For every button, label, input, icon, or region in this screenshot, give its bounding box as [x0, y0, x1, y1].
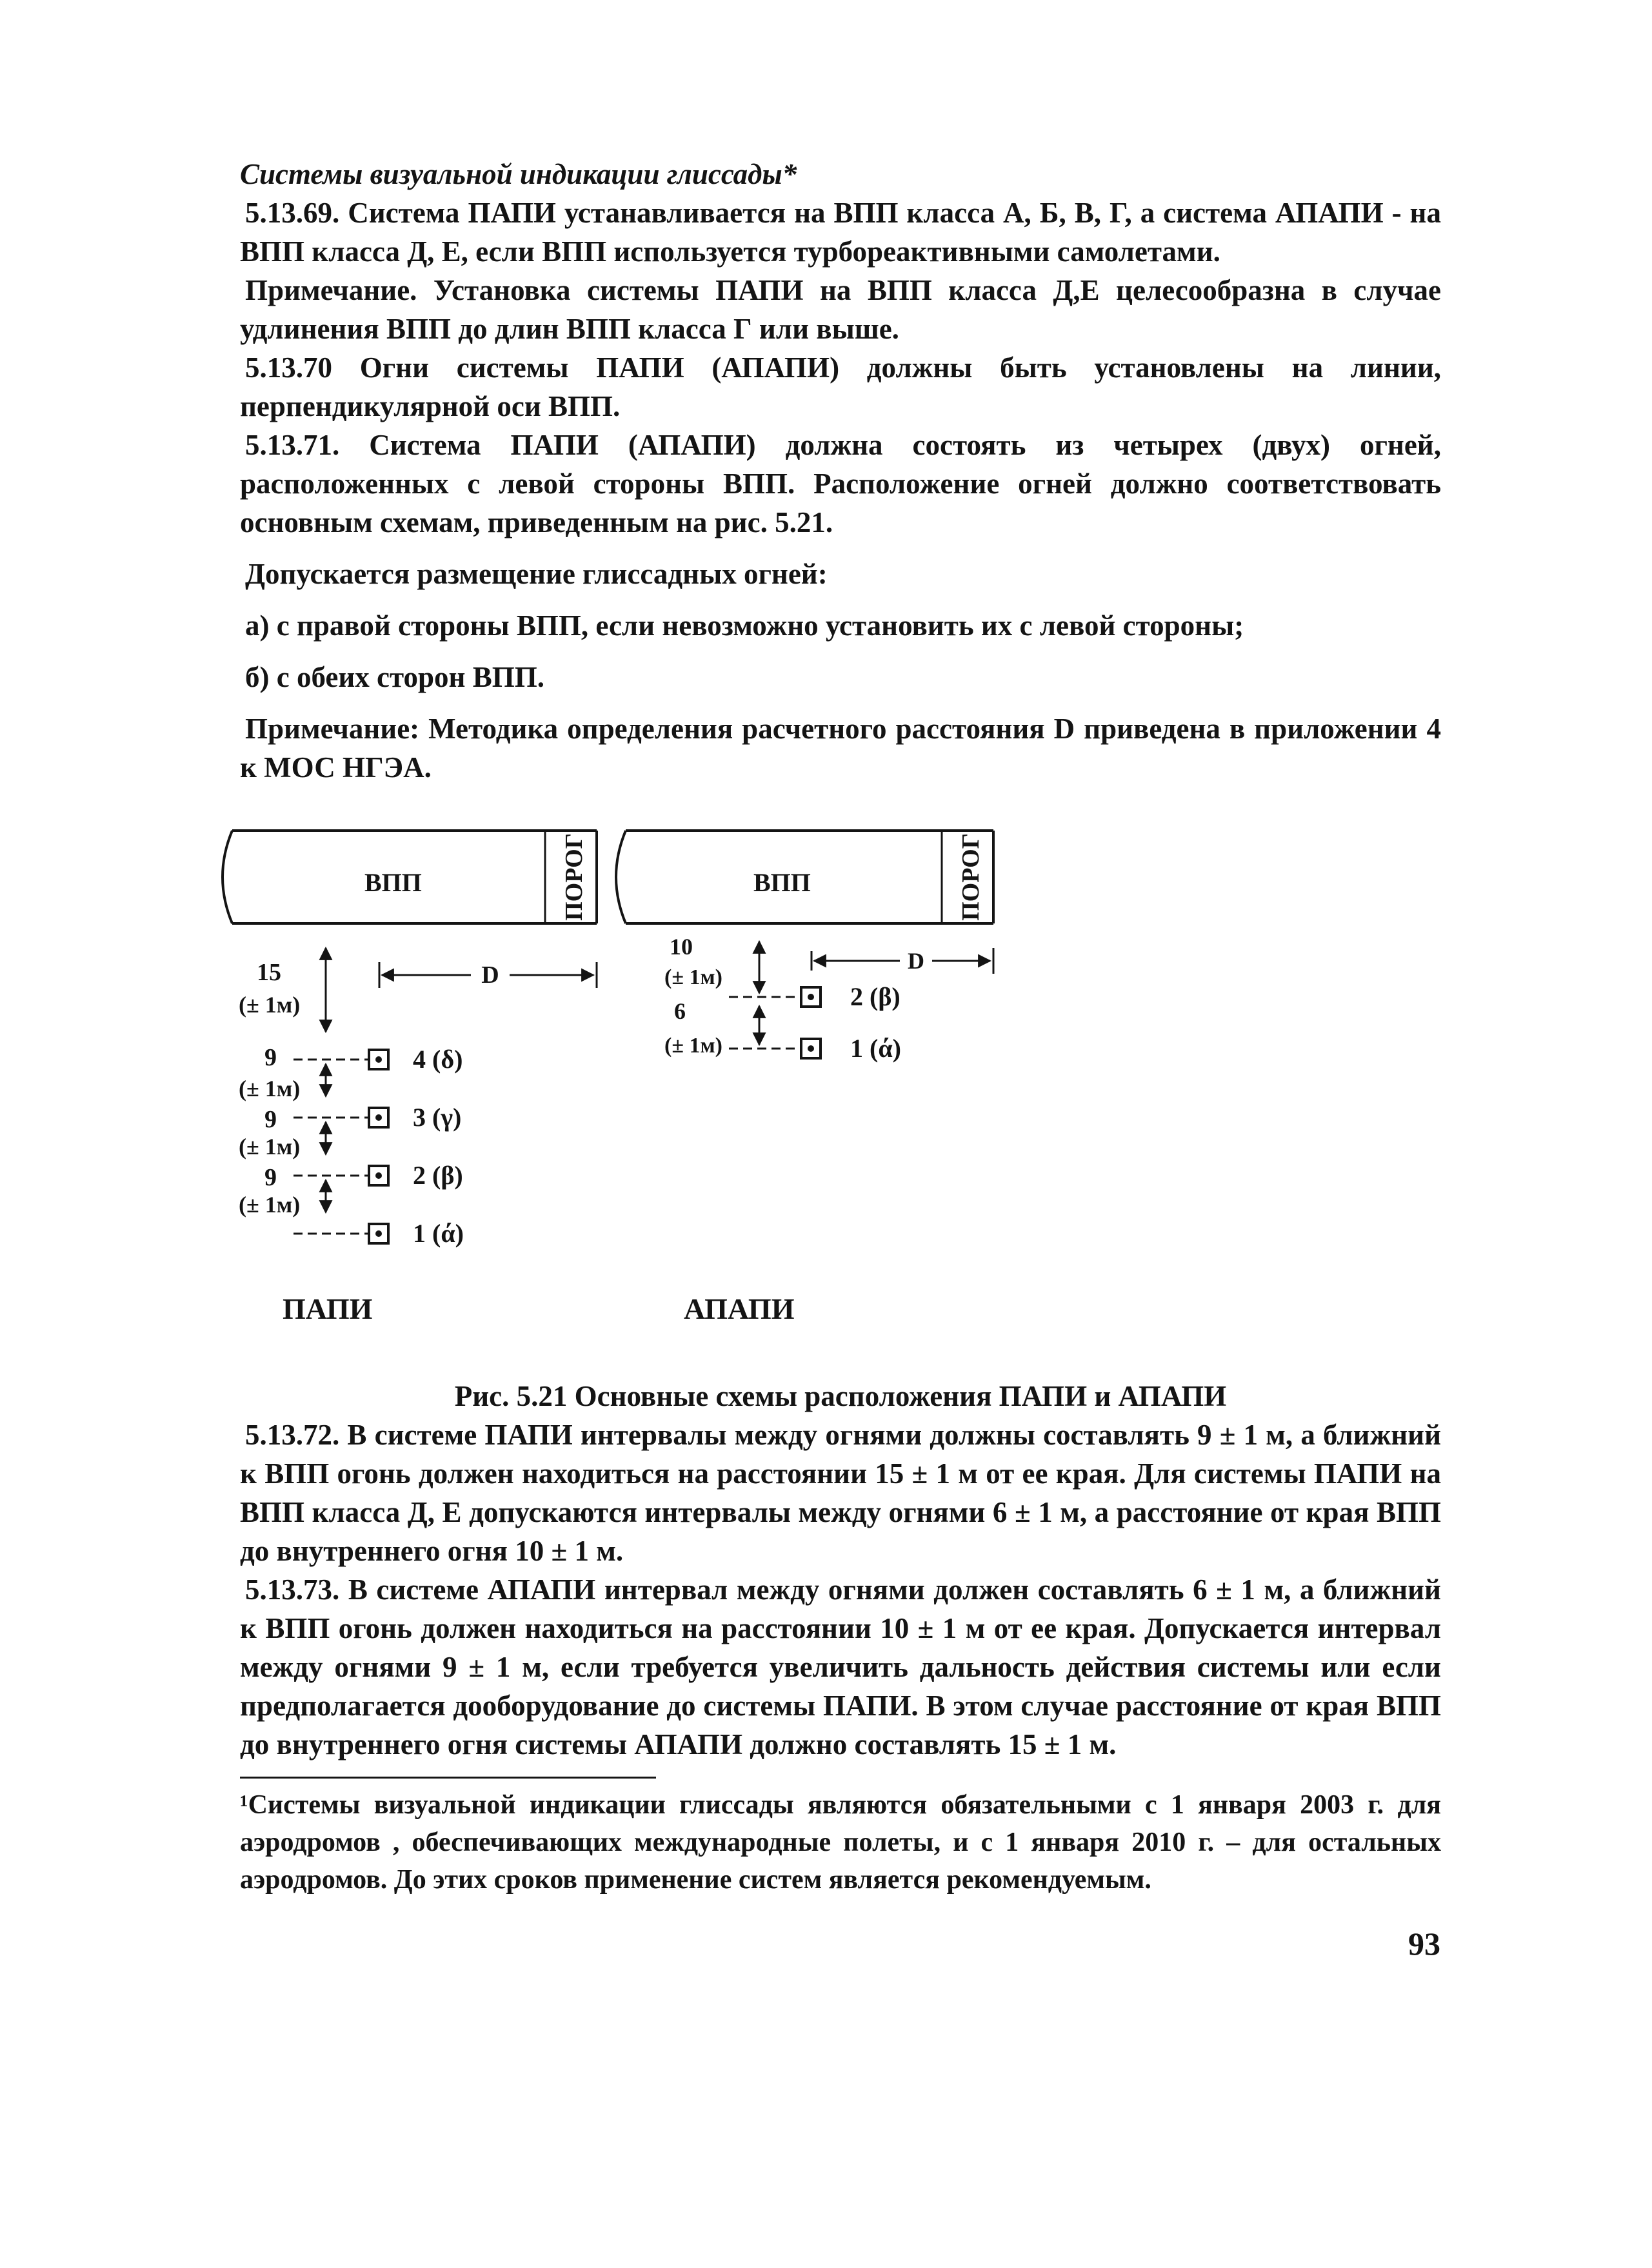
papi-light-1-label: 1 (ά) [413, 1219, 464, 1248]
papi-light-4-label: 4 (δ) [413, 1045, 463, 1074]
papi-distance-label: D [481, 961, 499, 989]
note-2 [240, 709, 1441, 787]
papi-light-3 [294, 1103, 461, 1132]
papi-caption: ПАПИ [283, 1292, 373, 1325]
figure-5-21 [213, 819, 1064, 1341]
papi-interval-3-tolerance: (± 1м) [239, 1192, 301, 1218]
option-a: а) с правой стороны ВПП, если невозможно установить их с левой стороны; [245, 609, 1244, 642]
apapi-offset-dimensions [664, 934, 759, 1058]
apapi-first-tolerance: (± 1м) [664, 965, 722, 989]
apapi-distance-label: D [908, 948, 924, 974]
apapi-light-2 [729, 982, 901, 1011]
note-2-label: Примечание: [245, 713, 420, 745]
apapi-lights [729, 982, 901, 1063]
papi-runway-label: ВПП [364, 868, 422, 897]
papi-light-2-label: 2 (β) [413, 1161, 463, 1190]
papi-first-tolerance: (± 1м) [239, 992, 301, 1018]
footnote-rule [240, 1777, 656, 1779]
papi-first-offset: 15 [257, 959, 281, 986]
apapi-distance-dimension [811, 947, 993, 974]
apapi-light-2-label: 2 (β) [850, 982, 901, 1011]
paragraph-5-13-71: 5.13.71. Система ПАПИ (АПАПИ) должна состоять из четырех (двух) огней, расположенных с левой стороны ВПП. Расположение огней должно соответствовать основным схемам, приведенным на рис. 5.21. [240, 429, 1441, 538]
paragraph-5-13-70: 5.13.70 Огни системы ПАПИ (АПАПИ) должны быть установлены на линии, перпендикулярной оси ВПП. [240, 351, 1441, 422]
upper-text [240, 155, 1441, 787]
figure-title: Рис. 5.21 Основные схемы расположения ПАПИ и АПАПИ [454, 1380, 1227, 1412]
papi-light-4 [294, 1045, 463, 1074]
papi-light-1 [294, 1219, 464, 1248]
papi-lights [294, 1045, 464, 1248]
apapi-light-1-label: 1 (ά) [850, 1034, 901, 1063]
apapi-first-offset: 10 [670, 934, 693, 960]
allowed-intro: Допускается размещение глиссадных огней: [245, 558, 828, 590]
apapi-schema [616, 831, 993, 1325]
paragraph-5-13-72: 5.13.72. В системе ПАПИ интервалы между огнями должны составлять 9 ± 1 м, а ближний к ВПП огонь должен находиться на расстоянии 15 ± 1 м от ее края. Для системы ПАПИ на ВПП класса Д, Е допускаются интервалы между огнями 6 ± 1 м, а расстояние от края ВПП до внутреннего огня 10 ± 1 м. [240, 1419, 1441, 1567]
papi-schema [223, 831, 597, 1325]
note-1-text: Установка системы ПАПИ на ВПП класса Д,Е целесообразна в случае удлинения ВПП до длин ВПП класса Г или выше. [240, 274, 1441, 345]
apapi-runway [616, 831, 993, 923]
apapi-interval: 6 [674, 998, 686, 1024]
papi-interval-2-tolerance: (± 1м) [239, 1134, 301, 1159]
apapi-interval-tolerance: (± 1м) [664, 1034, 722, 1058]
page-number: 93 [1408, 1926, 1440, 1962]
paragraph-5-13-69: 5.13.69. Система ПАПИ устанавливается на ВПП класса А, Б, В, Г, а система АПАПИ - на ВПП класса Д, Е, если ВПП используется турбореактивными самолетами. [240, 197, 1441, 268]
note-1-label: Примечание. [245, 274, 417, 306]
papi-interval-1: 9 [264, 1044, 277, 1071]
papi-interval-2: 9 [264, 1106, 277, 1133]
papi-interval-3: 9 [264, 1164, 277, 1191]
paragraph-5-13-73: 5.13.73. В системе АПАПИ интервал между огнями должен составлять 6 ± 1 м, а ближний к ВПП огонь должен находиться на расстоянии 10 ± 1 м от ее края. Допускается интервал между огнями 9 ± 1 м, если требуется увеличить дальность действия системы или если предполагается дооборудование до системы ПАПИ. В этом случае расстояние от края ВПП до внутреннего огня системы АПАПИ должно составлять 15 ± 1 м. [240, 1573, 1441, 1760]
papi-threshold-label: ПОРОГ [561, 833, 588, 921]
footnote-text: ¹Системы визуальной индикации глиссады являются обязательными с 1 января 2003 г. для аэродромов , обеспечивающих международные полеты, и с 1 января 2010 г. – для остальных аэродромов. До этих сроков применение систем является рекомендуемым. [240, 1790, 1441, 1895]
apapi-caption: АПАПИ [684, 1292, 795, 1325]
apapi-threshold-label: ПОРОГ [957, 833, 984, 921]
note-2-text: Методика определения расчетного расстояния D приведена в приложении 4 к МОС НГЭА. [240, 713, 1441, 784]
option-b: б) с обеих сторон ВПП. [245, 661, 544, 693]
note-1 [240, 271, 1441, 348]
papi-runway [223, 831, 597, 923]
section-heading: Системы визуальной индикации глиссады* [240, 158, 797, 190]
footnote [240, 1786, 1441, 1898]
apapi-runway-label: ВПП [753, 868, 811, 897]
papi-light-3-label: 3 (γ) [413, 1103, 462, 1132]
papi-offset-dimensions [239, 948, 326, 1218]
papi-distance-dimension [379, 961, 597, 989]
papi-interval-1-tolerance: (± 1м) [239, 1076, 301, 1101]
apapi-light-1 [729, 1034, 901, 1063]
papi-light-2 [294, 1161, 463, 1190]
lower-text [240, 1377, 1441, 1764]
